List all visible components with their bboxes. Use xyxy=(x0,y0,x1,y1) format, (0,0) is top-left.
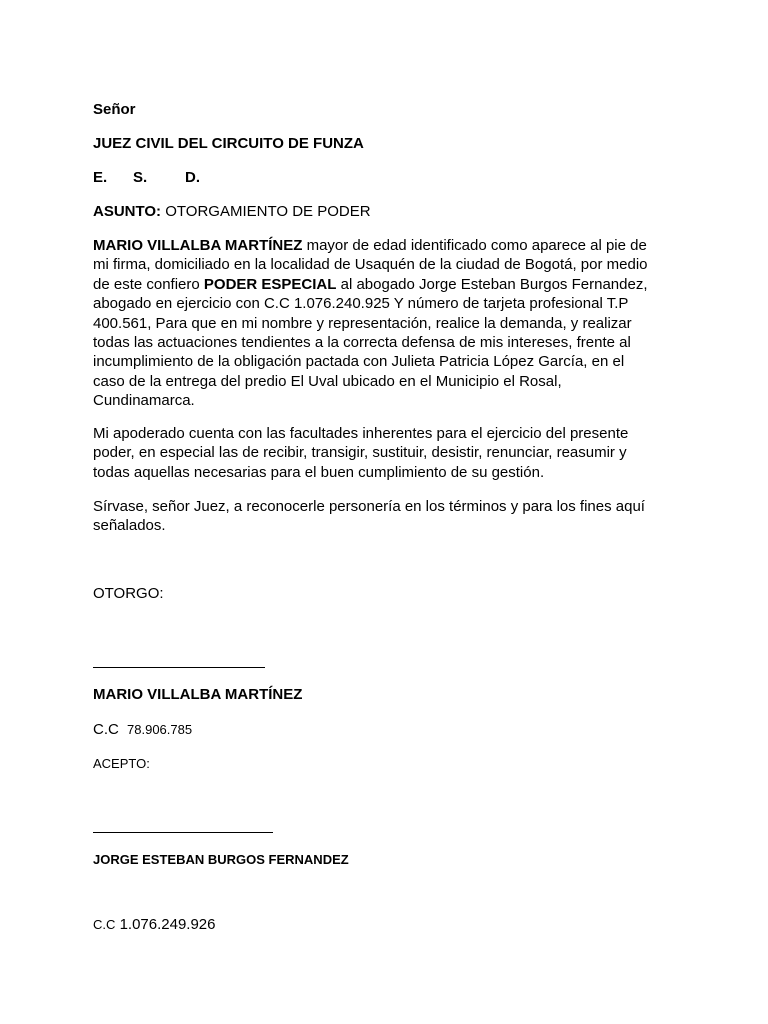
salutation: Señor xyxy=(93,101,136,118)
paragraph-line: abogado en ejercicio con C.C 1.076.240.925 Y número de tarjeta profesional T.P xyxy=(93,295,629,313)
esd-d: D. xyxy=(185,169,200,186)
paragraph-request xyxy=(93,497,673,536)
paragraph-line: caso de la entrega del predio El Uval ubicado en el Municipio el Rosal, xyxy=(93,372,562,390)
esd-e: E. xyxy=(93,169,108,186)
grantor-name-inline: MARIO VILLALBA MARTÍNEZ xyxy=(93,237,303,254)
attorney-name: JORGE ESTEBAN BURGOS FERNANDEZ xyxy=(93,852,349,867)
paragraph-faculties xyxy=(93,424,673,482)
subject-line xyxy=(93,202,371,221)
attorney-id-number: 1.076.249.926 xyxy=(119,916,216,933)
grantor-id-number: 78.906.785 xyxy=(127,722,193,737)
subject-text: OTORGAMIENTO DE PODER xyxy=(165,203,371,220)
paragraph-line: poder, en especial las de recibir, transigir, sustituir, desistir, renunciar, reasumir y xyxy=(93,444,627,462)
paragraph-line: todas las actuaciones tendientes a la correcta defensa de mis intereses, frente al xyxy=(93,334,631,352)
attorney-id-label: C.C xyxy=(93,917,116,932)
esd-line xyxy=(93,168,200,187)
paragraph-line: Mi apoderado cuenta con las facultades inherentes para el ejercicio del presente xyxy=(93,425,629,442)
special-power-inline: PODER ESPECIAL xyxy=(203,275,337,293)
grantor-id-label: C.C xyxy=(93,721,119,738)
paragraph-line: Sírvase, señor Juez, a reconocerle personería en los términos y para los fines aquí xyxy=(93,498,645,515)
paragraph-line: de este confiero PODER ESPECIAL al abogado Jorge Esteban Burgos Fernandez, xyxy=(93,275,648,293)
addressee: JUEZ CIVIL DEL CIRCUITO DE FUNZA xyxy=(93,135,364,152)
grantor-name: MARIO VILLALBA MARTÍNEZ xyxy=(93,686,303,703)
paragraph-line: mi firma, domiciliado en la localidad de Usaquén de la ciudad de Bogotá, por medio xyxy=(93,256,648,274)
paragraph-line: 400.561, Para que en mi nombre y representación, realice la demanda, y realizar xyxy=(93,314,632,332)
paragraph-line: Cundinamarca. xyxy=(93,392,195,410)
attorney-id xyxy=(93,915,216,934)
esd-s: S. xyxy=(133,169,148,186)
grantor-id xyxy=(93,720,192,739)
grantor-signature-line xyxy=(93,667,265,668)
paragraph-line: todas aquellas necesarias para el buen cumplimiento de su gestión. xyxy=(93,463,545,481)
attorney-signature-line xyxy=(93,832,273,833)
grant-label: OTORGO: xyxy=(93,585,164,602)
subject-label: ASUNTO: xyxy=(93,203,162,220)
paragraph-line: señalados. xyxy=(93,517,166,535)
accept-label: ACEPTO: xyxy=(93,756,150,771)
paragraph-grant xyxy=(93,236,673,411)
paragraph-line: MARIO VILLALBA MARTÍNEZ mayor de edad identificado como aparece al pie de xyxy=(93,237,647,254)
paragraph-line: incumplimiento de la obligación pactada con Julieta Patricia López García, en el xyxy=(93,353,625,371)
